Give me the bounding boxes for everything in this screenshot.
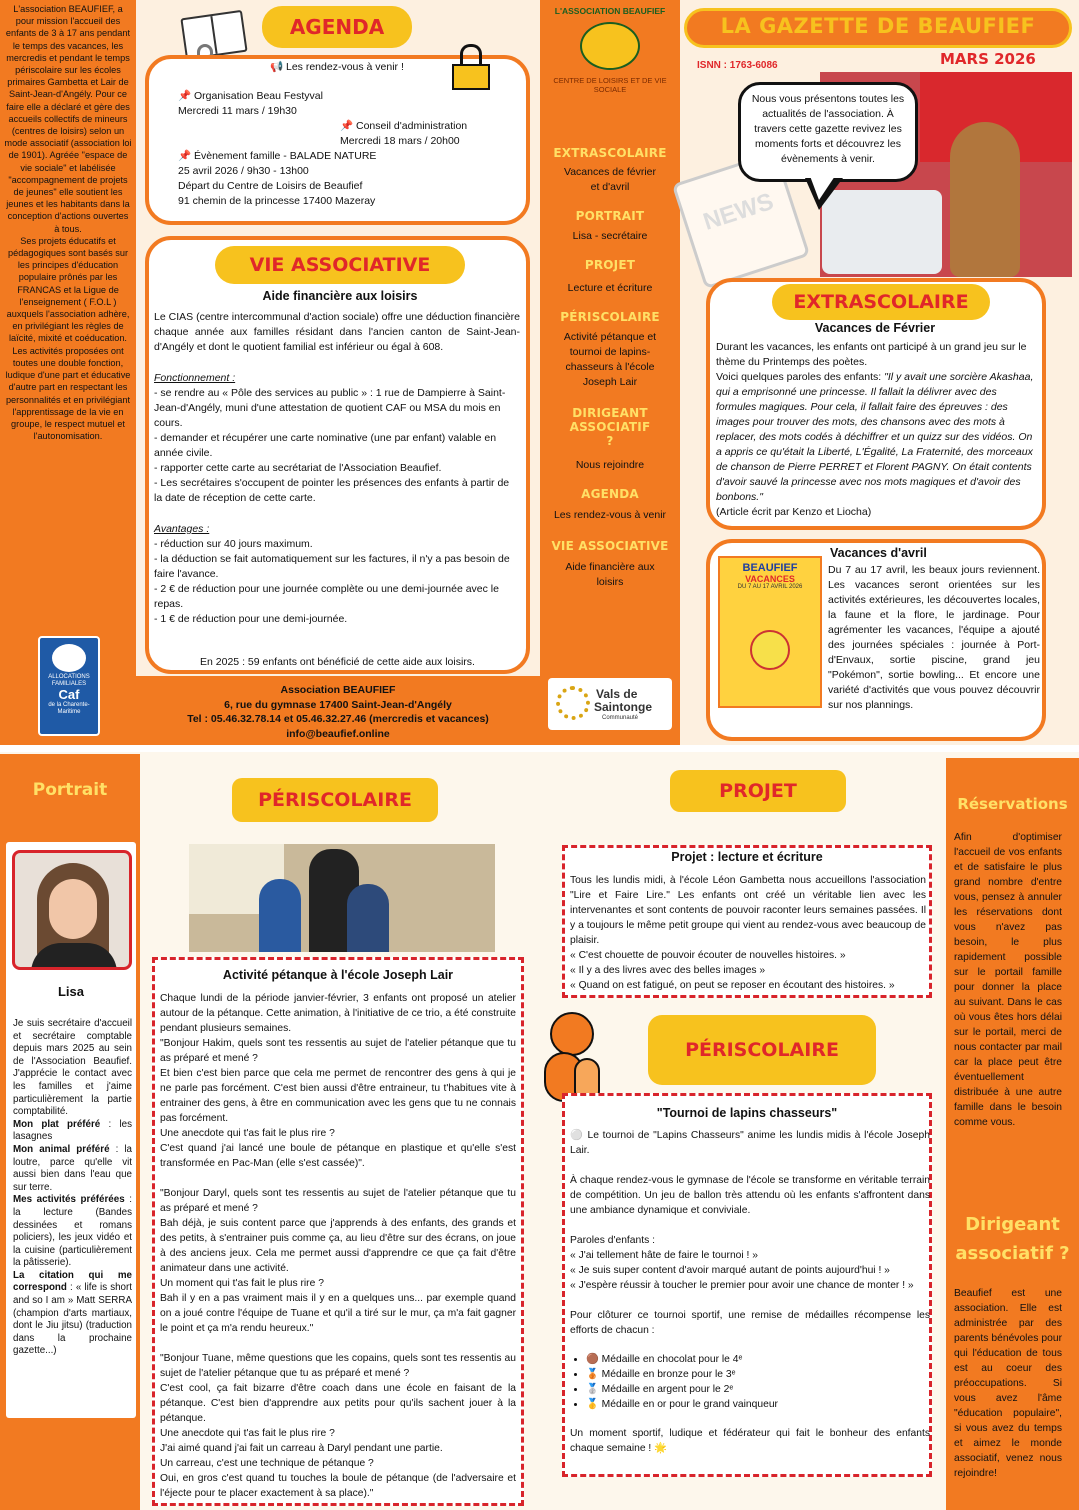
- projet-title: PROJET: [670, 770, 846, 812]
- intro-bubble-text: Nous vous présentons toutes les actualités de l'association. À travers cette gazette revivez les moments forts et découvrez les évènements à venir.: [751, 93, 905, 165]
- toc-portrait-title[interactable]: PORTRAIT: [575, 209, 645, 223]
- poster-title: BEAUFIEF: [742, 562, 798, 574]
- portrait-animal: [13, 1144, 132, 1194]
- medal-chocolate: • 🟤 Médaille en chocolat pour le 4ᵉ: [586, 1352, 930, 1367]
- portrait-plat-label: Mon plat préféré: [13, 1118, 101, 1130]
- toc-projet-title[interactable]: PROJET: [584, 258, 636, 272]
- medal-bronze: • 🥉 Médaille en bronze pour le 3ᵉ: [586, 1367, 930, 1382]
- contact-phone: Tel : 05.46.32.78.14 et 05.46.32.27.46 (mercredis et vacances): [187, 713, 489, 725]
- toc-vie-desc: Aide financière aux loisirs: [565, 561, 655, 588]
- medal-list: [586, 1352, 930, 1412]
- gazette-issn: ISNN : 1763-6086: [697, 60, 778, 71]
- contact-info: [140, 683, 536, 741]
- vie-avantages-label: Avantages :: [154, 523, 210, 535]
- extrascolaire-title: EXTRASCOLAIRE: [772, 284, 990, 320]
- petanque-heading: Activité pétanque à l'école Joseph Lair: [222, 968, 454, 982]
- periscolaire-title-2: PÉRISCOLAIRE: [648, 1015, 876, 1085]
- dirigeant-title: Dirigeant associatif ?: [955, 1214, 1070, 1264]
- agenda-intro: 📢 Les rendez-vous à venir !: [270, 61, 404, 73]
- lapins-heading: "Tournoi de lapins chasseurs": [656, 1106, 838, 1120]
- vie-associative-subtitle: Aide financière aux loisirs: [262, 289, 418, 303]
- portrait-title: Portrait: [32, 780, 108, 800]
- beaufief-logo: [548, 6, 672, 114]
- beaufief-logo-top: L'ASSOCIATION BEAUFIEF: [554, 6, 666, 16]
- vie-associative-body: [154, 310, 520, 627]
- vals-de-saintonge-logo: [548, 678, 672, 730]
- photo-child-3: [347, 884, 389, 952]
- portrait-citation-value: : « life is short and so I am » Matt SERRA (champion d'arts martiaux, dont le Jiu jitsu) (traduction dans la prochaine gazette...): [13, 1282, 132, 1357]
- newspaper-label: NEWS: [699, 187, 777, 236]
- vie-fonctionnement-label: Fonctionnement :: [154, 372, 236, 384]
- extra-paragraph-2: Voici quelques paroles des enfants:: [716, 371, 885, 383]
- portrait-face: [49, 879, 97, 939]
- toc-portrait-desc: Lisa - secrétaire: [572, 230, 648, 242]
- lapins-end: Un moment sportif, ludique et fédérateur qui fait le bonheur des enfants chaque semaine ! 🌟: [570, 1428, 930, 1454]
- portrait-activites-value: : la lecture (Bandes dessinées et romans policiers), les jeux vidéo et la cuisine (particulièrement la pâtisserie).: [13, 1194, 132, 1269]
- portrait-activites-label: Mes activités préférées: [13, 1194, 125, 1206]
- vals-line-2: Saintonge: [594, 700, 653, 714]
- reservations-title: Réservations: [957, 795, 1068, 813]
- vacances-avril-text: Du 7 au 17 avril, les beaux jours reviennent. Les vacances seront orientées sur les activités extérieures, les découvertes locales, la faune et la flore, le jardinage. Pour agrémenter les vacances, l'équipe a ajouté des journées spéciales : journée à Port-d'Envaux, sortie piscine, grand jeu "Pokémon", sortie bowling... Et encore une variété d'activités que vous pouvez découvrir sur nos plannings.: [828, 564, 1040, 711]
- periscolaire-title-1: PÉRISCOLAIRE: [232, 778, 438, 822]
- lapins-body: [570, 1128, 930, 1456]
- portrait-text: [13, 1018, 132, 1358]
- poster-pikachu: [750, 630, 790, 670]
- extrascolaire-body: [716, 340, 1038, 520]
- gazette-title: LA GAZETTE DE BEAUFIEF: [720, 14, 1036, 38]
- vacances-avril-subtitle: Vacances d'avril: [830, 546, 927, 560]
- toc-projet-desc: Lecture et écriture: [567, 282, 653, 294]
- extra-paragraph-1: Durant les vacances, les enfants ont participé à un grand jeu sur le thème du Printemps des poètes.: [716, 341, 1027, 368]
- vacances-fevrier-subtitle: Vacances de Février: [814, 321, 936, 335]
- lapins-text: ⚪ Le tournoi de "Lapins Chasseurs" anime les lundis midis à l'école Joseph Lair. À chaque rendez-vous le gymnase de l'école se transforme en véritable terrain de compétition. Un jeu de ballon très attendu où les enfants s'affrontent dans une ambiance dynamique et conviviale. Paroles d'enfants : « J'ai tellement hâte de faire le tournoi ! » « Je suis super content d'avoir marqué autant de points aujourd'hui ! » « J'espère réussir à toucher le premier pour avoir une chance de monter ! » Pour clôturer ce tournoi sportif, une remise de médailles récompense les efforts de chacun :: [570, 1130, 930, 1336]
- toc-agenda-title[interactable]: AGENDA: [581, 487, 639, 501]
- toc-dirigeant-title[interactable]: DIRIGEANT ASSOCIATIF ?: [569, 406, 651, 448]
- caf-logo: [38, 636, 100, 736]
- squirrel-mascot: [950, 122, 1020, 277]
- extra-quote-block: [716, 370, 1038, 505]
- extra-children-quote: "Il y avait une sorcière Akashaa, qui a emprisonné une princesse. Il fallait la délivrer avec des formules magiques. Pour cela, il fallait faire des épreuves : des images pour trouver des mots, des chansons avec des mots à replacer, des mots codés à déchiffrer et un quizz sur des vidéos. On a appris ce qu'était la Liberté, L'Égalité, La Fraternité, des morceaux de chanson de Pierre PERRET et Florent PAGNY. On était contents d'avoir sauvé la princesse avec nos mots magiques et d'avoir des bonbons.": [716, 371, 1034, 503]
- agenda-event-2: 📌 Conseil d'administration Mercredi 18 mars / 20h00: [340, 120, 468, 147]
- projet-text: Tous les lundis midi, à l'école Léon Gambetta nous accueillons l'association "Lire et Faire Lire." Les enfants ont créé un véritable lien avec les intervenantes et sont contents de pouvoir raconter leurs semaines passées. Il y a toujours le même petit groupe qui vient au rendez-vous avec beaucoup de plaisir. « C'est chouette de pouvoir écouter de nouvelles histoires. » « Il y a des livres avec des belles images » « Quand on est fatigué, on peut se reposer en écoutant des histoires. »: [570, 875, 926, 991]
- vacances-poster: [718, 556, 822, 708]
- poster-subtitle: VACANCES: [745, 574, 795, 584]
- agenda-event-3: 📌 Évènement famille - BALADE NATURE 25 avril 2026 / 9h30 - 13h00 Départ du Centre de Loisirs de Beaufief 91 chemin de la princesse 17400 Mazeray: [178, 150, 377, 207]
- portrait-name: Lisa: [57, 984, 84, 999]
- caf-family-icon: [52, 644, 86, 672]
- medal-gold: • 🥇 Médaille en or pour le grand vainqueur: [586, 1397, 930, 1412]
- toc-periscolaire-desc: Activité pétanque et tournoi de lapins-chasseurs à l'école Joseph Lair: [563, 331, 657, 388]
- contact-address: 6, rue du gymnase 17400 Saint-Jean-d'Angély: [224, 698, 452, 711]
- portrait-citation: [13, 1270, 132, 1358]
- bubble-tail-fill: [810, 176, 835, 200]
- portrait-photo: [12, 850, 132, 970]
- beaufief-logo-bottom: CENTRE DE LOISIRS ET DE VIE SOCIALE: [553, 76, 667, 94]
- toc-dirigeant-desc: Nous rejoindre: [575, 459, 645, 471]
- dirigeant-text: Beaufief est une association. Elle est administrée par des parents bénévoles pour qui l'éducation de tous est au coeur des préoccupations. Si vous avez l'âme "éducation populaire", si vous avez du temps et aimez le monde associatif, venez nous rejoindre!: [954, 1288, 1062, 1479]
- portrait-animal-value: : la loutre, parce qu'elle vit aussi bien dans l'eau que sur terre.: [13, 1143, 132, 1193]
- projet-heading: Projet : lecture et écriture: [671, 850, 823, 864]
- poster-dates: DU 7 AU 17 AVRIL 2026: [737, 584, 803, 590]
- toc-vie-title[interactable]: VIE ASSOCIATIVE: [551, 539, 669, 553]
- agenda-title: AGENDA: [262, 6, 412, 48]
- vals-line-1: Vals de: [596, 687, 638, 701]
- vie-paragraph-1: Le CIAS (centre intercommunal d'action sociale) offre une déduction financière chaque année aux familles résidant dans l'ancien canton de Saint-Jean-d'Angély et dont le quotient familial est inférieur ou égal à 608.: [154, 311, 520, 353]
- vals-sun-icon: [556, 686, 590, 720]
- gazette-date: MARS 2026: [940, 50, 1036, 68]
- agenda-event-1: 📌 Organisation Beau Festyval Mercredi 11 mars / 19h30: [178, 90, 323, 117]
- squirrel-mascot-icon: [540, 1012, 604, 1106]
- extra-credit: (Article écrit par Kenzo et Liocha): [716, 506, 872, 518]
- toc-extrascolaire-title[interactable]: EXTRASCOLAIRE: [553, 146, 667, 160]
- caf-logo-top: ALLOCATIONS FAMILIALES: [48, 674, 90, 687]
- portrait-activites: [13, 1194, 132, 1270]
- vie-associative-footer: En 2025 : 59 enfants ont bénéficié de cette aide aux loisirs.: [200, 656, 475, 668]
- portrait-plat: [13, 1119, 132, 1144]
- contact-name: Association BEAUFIEF: [280, 684, 396, 696]
- reservations-text: Afin d'optimiser l'accueil de vos enfants et de satisfaire le plus grand nombre d'entre vous, pensez à annuler les réservations dont vous n'avez pas besoin, le plus rapidement possible sur le portail famille pour donner la place au suivant. Dans le cas où vous êtes hors délai sur le portail, merci de nous contacter par mail car la place peut être éventuellement distribuée à une autre famille dans le besoin comme vous.: [954, 832, 1062, 1128]
- beaufief-logo-children: [580, 22, 640, 70]
- portrait-citation-label: La citation qui me correspond: [13, 1269, 132, 1294]
- left-column-text: L'association BEAUFIEF, a pour mission l'accueil des enfants de 3 à 17 ans pendant le temps des vacances, les mercredis et pendant le temps périscolaire sur les écoles primaires Gambetta et Lair de Saint-Jean-d'Angély. Pour ce faire elle a déclaré et gère des accueils collectifs de mineurs (centres de loisirs) selon un mode associatif (association loi de 1901). Agréée "espace de vie sociale" et labélisée "accompagnement de projets de jeunes" elle soutient les jeunes et les habitants dans la conception d'actions ouvertes à tous. Ses projets éducatifs et pédagogiques sont basés sur les principes d'éducation populaire prônés par les FRANCAS et la Ligue de l'enseignement ( F.O.L ) auxquels l'association adhère, en privilégiant les règles de laïcité, mixité et coéducation. Les activités proposées ont toutes une double fonction, ludique d'une part et éducative d'autre part en respectant les personnalités et en privilégiant l'apprentissage de la vie en groupe, le respect mutuel et l'autonomisation.: [4, 4, 132, 442]
- vals-line-3: Communauté: [602, 715, 639, 721]
- vie-avantages-list: - réduction sur 40 jours maximum. - la déduction se fait automatiquement sur les factures, il n'y a pas besoin de faire l'avance. - 2 € de réduction pour une journée complète ou une demi-journée avec le repas. - 1 € de réduction pour une demi-journée.: [154, 538, 510, 625]
- portrait-animal-label: Mon animal préféré: [13, 1143, 110, 1155]
- medal-silver: • 🥈 Médaille en argent pour le 2ᵉ: [586, 1382, 930, 1397]
- toc-extrascolaire-desc: Vacances de février et d'avril: [563, 166, 657, 193]
- caf-logo-name: Caf: [58, 687, 80, 702]
- petanque-article-text: Chaque lundi de la période janvier-février, 3 enfants ont proposé un atelier autour de la pétanque. Cette animation, à l'initiative de ce trio, a été construite pendant plusieurs semaines. "Bonjour Hakim, quels sont tes ressentis au sujet de l'atelier pétanque que tu as préparé et mené ? Et bien c'est bien parce que cela me permet de rencontrer des gens à qui je ne parle pas forcément. C'est bien aussi d'être entraineur, tu t'habitues vite à entrainer des gens, à être en communication avec les gens que tu ne connais pas forcément. Une anecdote qui t'as fait le plus rire ? C'est quand j'ai lancé une boule de pétanque en plastique et qu'elle s'est transformée en Pac-Man (elle s'est cassée)". "Bonjour Daryl, quels sont tes ressentis au sujet de l'atelier pétanque que tu as préparé et mené ? Bah déjà, je suis content parce que j'apprends à des enfants, des grands et des petits, à s'entrainer puis comme ça, au lieu d'être sur des écrans, on joue à des anciens jeux. Cela me permet aussi d'apprendre ce que ça fait d'être animateur dans une activité. Un moment qui t'as fait le plus rire ? Bah il y en a pas vraiment mais il y en a quelques uns... par exemple quand on a joué contre l'équipe de Tuane et qu'il a tiré sur le mur, ça m'a fait gagner le point et ça m'a rendu heureux." "Bonjour Tuane, même questions que les copains, quels sont tes ressentis au sujet de l'atelier pétanque que tu as préparé et mené ? C'est cool, ça fait bizarre d'être coach dans une école en faisant de la pétanque. C'est bien d'apprendre aux petits pour qu'ils sachent jouer à la pétanque. Une anecdote qui t'as fait le plus rire ? J'ai aimé quand j'ai fait un carreau à Daryl pendant une partie. Un carreau, c'est une technique de pétanque ? Oui, en gros c'est quand tu touches la boule de pétanque (de l'adversaire et l'éjecte pour te placer exactement à sa place).": [160, 993, 516, 1499]
- photo-child-1: [259, 879, 301, 952]
- caf-logo-sub: de la Charente-Maritime: [48, 702, 90, 715]
- contact-email[interactable]: info@beaufief.online: [286, 727, 390, 740]
- petanque-photo: [189, 844, 495, 952]
- notebook-icon: [180, 10, 247, 60]
- portrait-plat-value: : les lasagnes: [13, 1118, 132, 1143]
- toc-list: [544, 146, 676, 590]
- vie-associative-title: VIE ASSOCIATIVE: [215, 246, 465, 284]
- toc-periscolaire-title[interactable]: PÉRISCOLAIRE: [560, 310, 660, 324]
- portrait-intro: Je suis secrétaire d'accueil et secrétaire comptable depuis mars 2025 au sein de l'Association Beaufief. J'apprécie le contact avec les familles et j'aime particulièrement la partie comptabilité.: [13, 1018, 132, 1118]
- toc-agenda-desc: Les rendez-vous à venir: [553, 509, 667, 521]
- vie-fonctionnement-list: - se rendre au « Pôle des services au public » : 1 rue de Dampierre à Saint-Jean-d'Angély, muni d'une attestation de quotient CAF ou MSA du mois en cours. - demander et récupérer une carte nominative (une par enfant) valable en année civile. - rapporter cette carte au secrétariat de l'Association Beaufief. - Les secrétaires s'occupent de pointer les présences des enfants à partir de la date de réception de cette carte.: [154, 387, 510, 504]
